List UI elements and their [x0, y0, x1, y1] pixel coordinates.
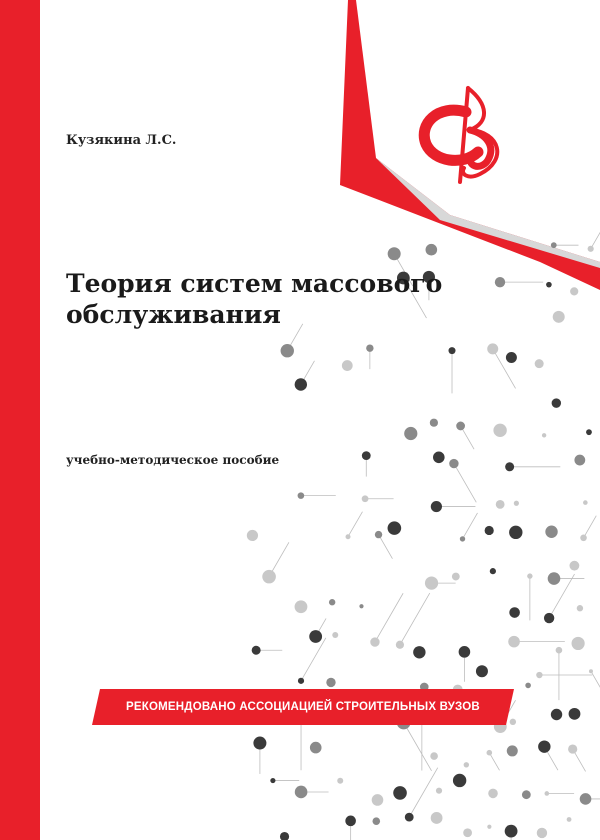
network-dot [460, 536, 465, 541]
network-dot [551, 709, 562, 720]
network-dot [495, 277, 505, 287]
network-dot [345, 816, 356, 827]
network-dot [449, 347, 456, 354]
network-dot [464, 762, 469, 767]
network-dot [388, 521, 402, 535]
network-line [454, 464, 476, 503]
network-dot [580, 535, 587, 542]
network-dot [342, 360, 353, 371]
network-dot [366, 344, 373, 351]
network-dot [487, 343, 498, 354]
network-dot [396, 641, 404, 649]
book-subtitle: учебно-методическое пособие [66, 453, 280, 467]
network-dot [588, 246, 594, 252]
network-line [400, 593, 430, 645]
network-dot [309, 630, 322, 643]
network-dot [577, 605, 583, 611]
network-dot [496, 500, 505, 509]
network-dot [522, 790, 531, 799]
network-dot [525, 683, 531, 689]
network-dot [527, 573, 532, 578]
network-dot [580, 793, 592, 805]
network-dot [430, 419, 438, 427]
network-dot [337, 778, 343, 784]
network-dot [508, 636, 520, 648]
network-dot [487, 750, 493, 756]
network-dot [295, 600, 308, 613]
network-dot [538, 740, 550, 752]
author-name: Кузякина Л.С. [66, 133, 177, 148]
network-dot [485, 526, 494, 535]
network-line [489, 753, 499, 771]
network-dot [452, 573, 460, 581]
network-dot [375, 531, 382, 538]
network-dot [270, 778, 275, 783]
network-dot [493, 424, 506, 437]
network-dot [488, 789, 498, 799]
network-dot [431, 501, 442, 512]
network-dot [346, 534, 351, 539]
network-line [463, 513, 478, 539]
network-dot [572, 637, 585, 650]
title-line-1: Теория систем массового [66, 269, 443, 298]
network-dot [449, 459, 458, 468]
publisher-logo [408, 82, 528, 192]
network-dot [535, 359, 544, 368]
network-dot [372, 817, 380, 825]
network-dot [426, 244, 438, 256]
left-red-band [0, 0, 40, 840]
network-dot [253, 737, 266, 750]
network-dot [362, 495, 369, 502]
network-dot [536, 672, 542, 678]
network-dot [545, 791, 550, 796]
network-dot [586, 429, 592, 435]
network-dot [583, 500, 588, 505]
network-dot [393, 786, 407, 800]
network-dot [505, 825, 518, 838]
network-dot [506, 352, 517, 363]
network-dot [574, 455, 585, 466]
network-line [404, 722, 432, 770]
network-line [584, 516, 597, 538]
network-line [375, 593, 403, 642]
network-dot [553, 311, 565, 323]
network-dot [431, 812, 443, 824]
network-dot [332, 632, 338, 638]
network-dot [262, 570, 276, 584]
network-dot [295, 786, 308, 799]
network-dot [568, 744, 577, 753]
network-dot [537, 828, 547, 838]
network-dot [405, 813, 414, 822]
network-dot [404, 427, 417, 440]
network-dot [514, 501, 519, 506]
network-line [379, 535, 393, 559]
recommendation-banner [92, 689, 514, 725]
network-dot [370, 637, 379, 646]
network-line [409, 768, 438, 817]
network-line [301, 638, 326, 681]
title-line-2: обслуживания [66, 300, 281, 329]
network-dot [509, 607, 520, 618]
network-dot [388, 247, 401, 260]
network-dot [247, 530, 258, 541]
network-dot [453, 774, 466, 787]
network-dot [310, 742, 322, 754]
network-dot [569, 561, 579, 571]
network-dot [280, 832, 289, 840]
network-dot [509, 526, 522, 539]
network-dot [545, 526, 557, 538]
network-dot [295, 378, 307, 390]
network-dot [589, 669, 593, 673]
network-dot [413, 646, 425, 658]
network-dot [556, 647, 563, 654]
network-dot [456, 422, 465, 431]
network-dot [546, 282, 552, 288]
network-dot [436, 788, 442, 794]
network-dot [552, 398, 561, 407]
network-dot [507, 745, 518, 756]
network-dot [298, 678, 304, 684]
network-dot [567, 817, 572, 822]
banner-text: РЕКОМЕНДОВАНО АССОЦИАЦИЕЙ СТРОИТЕЛЬНЫХ ВУЗОВ [126, 701, 480, 713]
network-dot [490, 568, 496, 574]
network-dot [298, 492, 305, 499]
network-dot [362, 451, 371, 460]
network-dot [569, 708, 581, 720]
network-dot [463, 828, 472, 837]
network-dot [459, 646, 471, 658]
network-dot [551, 242, 557, 248]
network-line [591, 671, 600, 695]
network-dot [487, 825, 491, 829]
network-dot [425, 577, 438, 590]
network-dot [476, 665, 488, 677]
network-dot [430, 752, 438, 760]
network-dot [542, 433, 546, 437]
book-title [66, 268, 486, 330]
network-dot [372, 794, 384, 806]
network-dot [544, 613, 554, 623]
network-dot [359, 604, 363, 608]
network-line [348, 512, 362, 537]
network-dot [548, 572, 561, 585]
network-dot [326, 678, 335, 687]
network-dot [570, 287, 578, 295]
network-dot [505, 462, 514, 471]
network-dot [281, 344, 294, 357]
network-dot [329, 599, 335, 605]
network-dot [433, 452, 445, 464]
network-dot [252, 646, 261, 655]
